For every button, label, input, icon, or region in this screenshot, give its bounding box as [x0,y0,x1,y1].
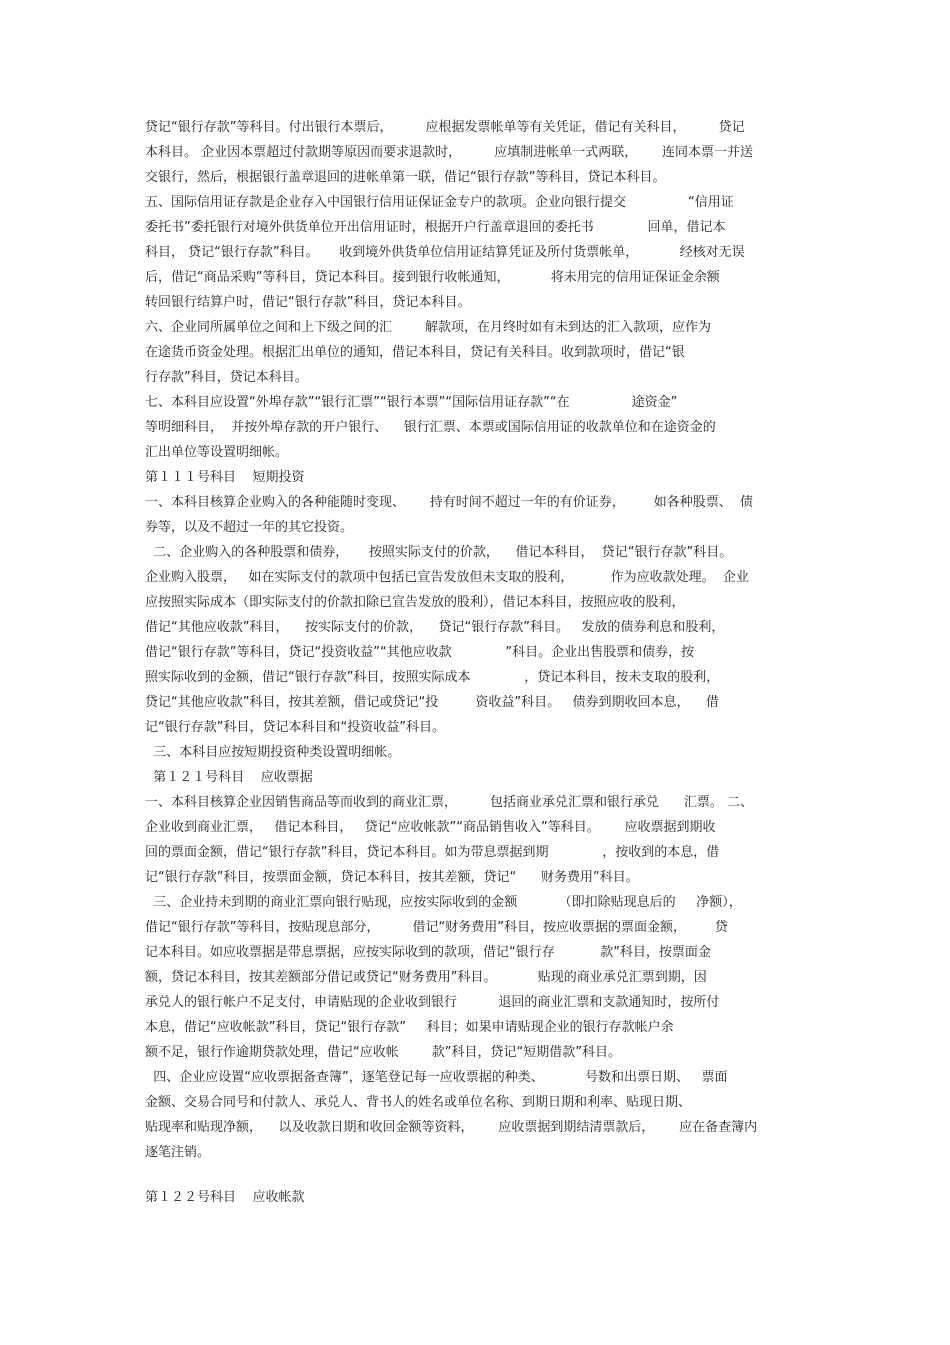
section-heading: 第１２２号科目 应收帐款 [145,1190,305,1205]
text-line: 记“银行存款”科目，按票面金额，贷记本科目，按其差额，贷记“ 财务费用”科目。 [145,870,639,885]
text-line: 五、国际信用证存款是企业存入中国银行信用证保证金专户的款项。企业向银行提交 “信用证 [145,195,734,210]
text-line: 一、本科目核算企业因销售商品等而收到的商业汇票， 包括商业承兑汇票和银行承兑 汇票。 二、 [145,795,753,810]
text-line: 贷记“银行存款”等科目。付出银行本票后， 应根据发票帐单等有关凭证，借记有关科目， 贷记 [145,120,745,135]
text-line: 贴现率和贴现净额， 以及收款日期和收回金额等资料， 应收票据到期结清票款后， 应在备查簿内 [145,1120,758,1135]
text-line: 金额、交易合同号和付款人、承兑人、背书人的姓名或单位名称、到期日期和利率、贴现日期、 [145,1095,692,1110]
text-line: 回的票面金额，借记“银行存款”科目，贷记本科目。如为带息票据到期 ，按收到的本息，借 [145,845,720,860]
section-heading: 第１１１号科目 短期投资 [145,470,305,485]
text-line: 交银行，然后，根据银行盖章退回的进帐单第一联，借记“银行存款”等科目，贷记本科目。 [145,170,666,185]
text-line: 承兑人的银行帐户不足支付，申请贴现的企业收到银行 退回的商业汇票和支款通知时，按所付 [145,995,720,1010]
text-line: 借记“其他应收款”科目， 按实际支付的价款， 贷记“银行存款”科目。 发放的债券利息和股利， [145,620,725,635]
text-line: 一、本科目核算企业购入的各种能随时变现、 持有时间不超过一年的有价证券， 如各种股票、 债 [145,495,753,510]
text-line: 本息，借记“应收帐款”科目，贷记“银行存款” 科目；如果申请贴现企业的银行存款帐户余 [145,1020,674,1035]
text-line: 后，借记“商品采购”等科目，贷记本科目。接到银行收帐通知， 将未用完的信用证保证金余额 [145,270,720,285]
text-line: 额，贷记本科目，按其差额部分借记或贷记“财务费用”科目。 贴现的商业承兑汇票到期，因 [145,970,707,985]
text-line: 记“银行存款”科目，贷记本科目和“投资收益”科目。 [145,720,445,735]
text-line: 七、本科目应设置“外埠存款”“银行汇票”“银行本票”“国际信用证存款”“在 途资金” [145,395,678,410]
text-line: 照实际收到的金额，借记“银行存款”科目，按照实际成本 ，贷记本科目，按未支取的股利， [145,670,720,685]
text-line: 二、企业购入的各种股票和债券， 按照实际支付的价款， 借记本科目， 贷记“银行存款”科目。 [145,545,733,560]
text-line: 委托书”委托银行对境外供货单位开出信用证时，根据开户行盖章退回的委托书 回单，借记本 [145,220,726,235]
text-line: 科目， 贷记“银行存款”科目。 收到境外供货单位信用证结算凭证及所付货票帐单， 经核对无误 [145,245,745,260]
text-line: 六、企业同所属单位之间和上下级之间的汇 解款项，在月终时如有未到达的汇入款项，应作为 [145,320,712,335]
text-line: 贷记“其他应收款”科目，按其差额，借记或贷记“投 资收益”科目。 债券到期收回本息， 借 [145,695,720,710]
text-line: 企业购入股票， 如在实际支付的款项中包括已宣告发放但未支取的股利， 作为应收款处理。 企业 [145,570,749,585]
text-line: 券等，以及不超过一年的其它投资。 [145,520,354,535]
text-line: 记本科目。如应收票据是带息票据，应按实际收到的款项，借记“银行存 款”科目，按票面金 [145,945,711,960]
section-heading: 第１２１号科目 应收票据 [145,770,313,785]
text-line: 逐笔注销。 [145,1145,211,1160]
text-line: 三、企业持未到期的商业汇票向银行贴现，应按实际收到的金额 （即扣除贴现息后的 净额）， [145,895,742,910]
text-line: 本科目。 企业因本票超过付款期等原因而要求退款时， 应填制进帐单一式两联， 连同本票一并送 [145,145,753,160]
text-line: 四、企业应设置“应收票据备查簿”，逐笔登记每一应收票据的种类、 号数和出票日期、 票面 [145,1070,728,1085]
text-line: 在途货币资金处理。根据汇出单位的通知，借记本科目，贷记有关科目。收到款项时，借记“银 [145,345,685,360]
text-line: 企业收到商业汇票， 借记本科目， 贷记“应收帐款”“商品销售收入”等科目。 应收票据到期收 [145,820,716,835]
text-line: 等明细科目， 并按外埠存款的开户银行、 银行汇票、本票或国际信用证的收款单位和在途资金的 [145,420,716,435]
text-line: 转回银行结算户时，借记“银行存款”科目，贷记本科目。 [145,295,471,310]
text-line: 三、本科目应按短期投资种类设置明细帐。 [145,745,401,760]
text-line: 应按照实际成本（即实际支付的价款扣除已宣告发放的股利），借记本科目，按照应收的股利， [145,595,685,610]
text-line: 行存款”科目，贷记本科目。 [145,370,308,385]
text-line: 借记“银行存款”等科目，贷记“投资收益”“其他应收款 ”科目。企业出售股票和债券，按 [145,645,695,660]
text-line: 汇出单位等设置明细帐。 [145,445,289,460]
text-line: 额不足，银行作逾期贷款处理，借记“应收帐 款”科目，贷记“短期借款”科目。 [145,1045,621,1060]
text-line: 借记“银行存款”等科目，按贴现息部分， 借记“财务费用”科目，按应收票据的票面金额， 贷 [145,920,728,935]
